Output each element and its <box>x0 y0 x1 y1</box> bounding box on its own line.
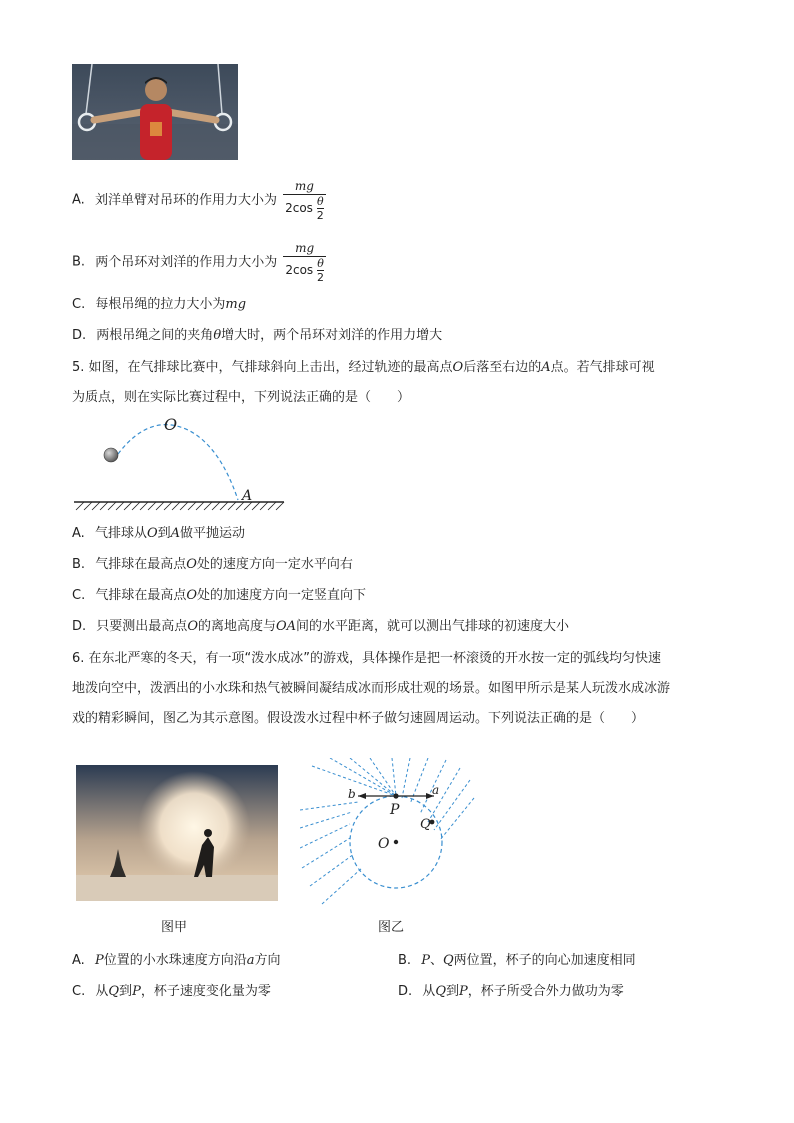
option-text: 到 <box>445 984 459 999</box>
math-var: Q <box>442 953 454 968</box>
option-text: 间的水平距离，就可以测出气排球的初速度大小 <box>296 619 570 634</box>
ball-icon <box>104 448 118 462</box>
stem-text: 5. 如图，在气排球比赛中，气排球斜向上击出，经过轨迹的最高点 <box>72 360 453 375</box>
q5-option-b <box>72 556 353 574</box>
q4-option-b <box>72 240 326 285</box>
half-angle <box>317 195 324 222</box>
q5-option-a <box>72 525 245 543</box>
math-var: A <box>541 360 551 375</box>
math-var: O <box>452 360 464 375</box>
option-text: 从 <box>95 984 109 999</box>
option-letter: B. <box>398 953 412 968</box>
option-letter: D. <box>72 328 87 343</box>
option-text: 到 <box>157 526 171 541</box>
option-letter: C. <box>72 984 86 999</box>
math-var: A <box>170 526 181 541</box>
q5-trajectory-diagram <box>70 412 290 512</box>
option-text: 方向 <box>254 953 281 968</box>
option-text: 两个吊环对刘洋的作用力大小为 <box>95 254 278 270</box>
option-text: 的离地高度与 <box>197 619 276 634</box>
label-a: A <box>242 488 253 504</box>
q4-option-c <box>72 296 246 314</box>
option-text: 刘洋单臂对吊环的作用力大小为 <box>94 192 277 208</box>
q5-option-d <box>72 618 569 636</box>
stem-text: 戏的精彩瞬间，图乙为其示意图。假设泼水过程中杯子做匀速圆周运动。下列说法正确的是（ ） <box>72 711 645 726</box>
option-letter: A. <box>72 953 85 968</box>
option-text: 气排球在最高点 <box>95 588 187 603</box>
option-letter: A. <box>72 526 85 541</box>
water-to-ice-photo <box>76 765 278 901</box>
math-var: P <box>421 953 430 968</box>
label-q: Q <box>420 817 431 832</box>
fraction-mg-over-2cos <box>283 240 326 284</box>
q4-option-d <box>72 327 442 345</box>
fraction-denominator <box>283 256 326 284</box>
stem-text: 后落至右边的 <box>463 360 542 375</box>
q6-stem-line1 <box>72 650 661 668</box>
option-letter: C. <box>72 297 86 312</box>
point-o <box>394 840 398 844</box>
math-var: Q <box>435 984 446 999</box>
math-var: Q <box>108 984 120 999</box>
half-angle <box>317 257 324 284</box>
trajectory-curve <box>118 425 238 500</box>
q6-stem-line3 <box>72 710 644 728</box>
q6-option-c <box>72 983 271 1001</box>
option-text: 只要测出最高点 <box>96 619 188 634</box>
stem-text: 为质点，则在实际比赛过程中，下列说法正确的是（ ） <box>72 390 411 405</box>
label-o: O <box>378 836 390 852</box>
math-var: P <box>459 984 468 999</box>
option-text: 做平抛运动 <box>180 526 246 541</box>
math-var: O <box>187 619 198 634</box>
point-p <box>393 793 398 798</box>
stem-text: 6. 在东北严寒的冬天，有一项“泼水成冰”的游戏，具体操作是把一杯滚烫的开水按一定的弧线均匀快速 <box>72 651 662 666</box>
option-letter: B. <box>72 254 86 270</box>
angle-theta: θ <box>317 257 324 270</box>
option-letter: A. <box>72 192 85 208</box>
option-text: 处的速度方向一定水平向右 <box>196 557 353 572</box>
label-a: a <box>432 783 440 797</box>
cos-term: 2cos <box>285 201 313 215</box>
ground-hatching <box>76 502 284 510</box>
cos-term: 2cos <box>285 263 314 277</box>
option-text: 气排球在最高点 <box>95 557 187 572</box>
label-p: P <box>390 802 400 818</box>
q5-stem-line2 <box>72 389 410 407</box>
option-letter: D. <box>398 984 413 999</box>
q5-option-c <box>72 587 366 605</box>
caption-figure-b: 图乙 <box>378 920 405 935</box>
angle-divisor: 2 <box>316 209 324 222</box>
math-var: O <box>146 526 158 541</box>
option-letter: B. <box>72 557 86 572</box>
option-text: 两位置，杯子的向心加速度相同 <box>453 953 636 968</box>
stem-text: 地泼向空中，泼洒出的小水珠和热气被瞬间凝结成冰而形成壮观的场景。如图甲所示是某人玩泼水成冰游 <box>72 681 671 696</box>
fraction-numerator: mg <box>294 179 314 193</box>
math-var: θ <box>213 328 222 343</box>
q6-option-a <box>72 952 280 970</box>
option-text: 从 <box>422 984 436 999</box>
q6-option-b <box>398 952 636 970</box>
fraction-numerator: mg <box>295 241 315 255</box>
math-var: O <box>186 557 197 572</box>
q4-option-a <box>72 178 326 223</box>
angle-theta: θ <box>316 195 324 208</box>
q6-option-d <box>398 983 624 1001</box>
option-text: ，杯子所受合外力做功为零 <box>467 984 624 999</box>
spray-lines <box>300 758 474 904</box>
math-var: OA <box>276 619 297 634</box>
gymnast-illustration <box>72 64 238 160</box>
option-text: 到 <box>119 984 133 999</box>
math-var: O <box>186 588 198 603</box>
q6-stem-line2 <box>72 680 670 698</box>
option-text: 处的加速度方向一定竖直向下 <box>197 588 367 603</box>
option-text: 每根吊绳的拉力大小为 <box>95 297 226 312</box>
arrow-b-icon <box>358 793 366 799</box>
gymnast-photo <box>72 64 238 160</box>
fraction-mg-over-2cos <box>283 178 326 222</box>
label-b: b <box>348 787 356 801</box>
math-var: P <box>132 984 141 999</box>
math-var: a <box>246 953 255 968</box>
option-letter: D. <box>72 619 87 634</box>
option-text: 气排球从 <box>94 526 147 541</box>
q5-stem-line1 <box>72 359 655 377</box>
option-letter: C. <box>72 588 86 603</box>
option-text: 、 <box>429 953 443 968</box>
option-text: 两根吊绳之间的夹角 <box>96 328 214 343</box>
angle-divisor: 2 <box>317 271 325 284</box>
option-text: 位置的小水珠速度方向沿 <box>103 953 247 968</box>
caption-figure-a: 图甲 <box>161 920 188 935</box>
math-var: P <box>94 953 104 968</box>
circular-motion-diagram <box>300 758 476 914</box>
option-text: 增大时，两个吊环对刘洋的作用力增大 <box>221 328 443 343</box>
math-var: mg <box>225 297 247 312</box>
stem-text: 点。若气排球可视 <box>550 360 655 375</box>
label-o: O <box>164 415 178 434</box>
option-text: ，杯子速度变化量为零 <box>140 984 271 999</box>
fraction-denominator <box>283 194 326 222</box>
